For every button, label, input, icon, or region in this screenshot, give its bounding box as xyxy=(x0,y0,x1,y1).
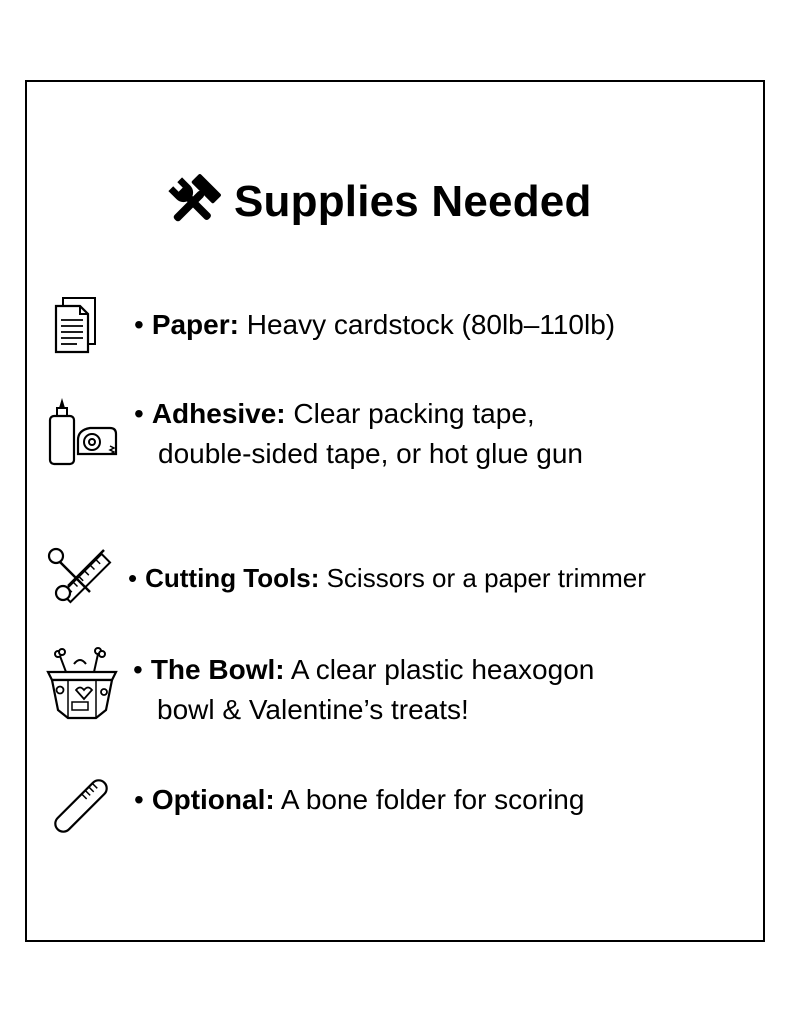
scissors-ruler-icon xyxy=(46,544,112,606)
item-label: Adhesive: xyxy=(151,398,286,429)
title-text: Supplies Needed xyxy=(234,177,592,226)
item-label: Optional: xyxy=(151,784,275,815)
item-description: Heavy cardstock (80lb–110lb) xyxy=(246,309,616,340)
item-description-line1: Clear packing tape, xyxy=(293,398,535,429)
item-text xyxy=(134,305,615,345)
glue-tape-icon xyxy=(46,396,118,468)
item-description: A bone folder for scoring xyxy=(280,784,585,815)
bullet: • xyxy=(134,784,144,815)
bullet: • xyxy=(128,563,138,593)
item-description-line2: double-sided tape, or hot glue gun xyxy=(158,438,583,469)
item-description-line1: A clear plastic heaxogon xyxy=(290,654,595,685)
item-description-line2: bowl & Valentine’s treats! xyxy=(157,694,469,725)
bone-folder-icon xyxy=(50,776,112,836)
item-text xyxy=(134,394,583,474)
item-description: Scissors or a paper trimmer xyxy=(326,563,646,593)
bullet: • xyxy=(133,654,143,685)
paper-document-icon xyxy=(53,296,99,354)
item-label: Cutting Tools: xyxy=(145,563,320,593)
item-label: The Bowl: xyxy=(150,654,285,685)
item-text xyxy=(128,558,646,598)
item-text xyxy=(133,650,594,730)
bullet: • xyxy=(134,309,144,340)
bullet: • xyxy=(134,398,144,429)
item-text xyxy=(134,780,584,820)
page-title xyxy=(164,172,592,232)
item-label: Paper: xyxy=(151,309,239,340)
treat-bowl-icon xyxy=(44,646,120,722)
hammer-wrench-icon xyxy=(164,173,222,231)
